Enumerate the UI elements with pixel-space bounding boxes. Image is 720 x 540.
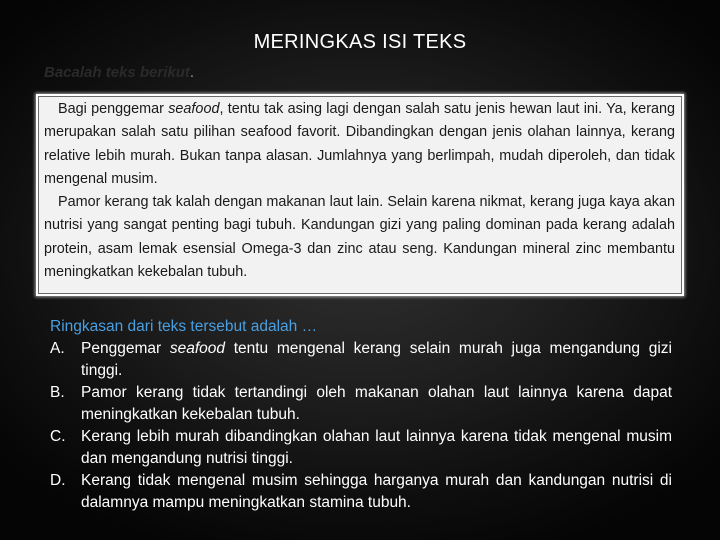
instruction-period: .	[189, 64, 195, 81]
option-text: Kerang tidak mengenal musim sehingga harganya murah dan kandungan nutrisi di dalamnya mampu meningkatkan stamina tubuh.	[81, 472, 672, 511]
option-a-italic: seafood	[169, 340, 225, 357]
option-text: Kerang lebih murah dibandingkan olahan laut lainnya karena tidak mengenal musim dan mengandung nutrisi tinggi.	[81, 428, 672, 467]
passage-p1-rest: , tentu tak asing lagi dengan salah satu jenis hewan laut ini. Ya, kerang merupakan salah satu pilihan seafood favorit. Dibandingkan dengan jenis olahan lainnya, kerang relative lebih murah. Bukan tanpa alasan. Jumlahnya yang berlimpah, mudah diperoleh, dan tidak mengenal musim.	[44, 101, 675, 187]
option-a[interactable]	[50, 338, 672, 382]
option-letter: D.	[50, 472, 66, 489]
option-c[interactable]	[50, 426, 672, 470]
question-prompt: Ringkasan dari teks tersebut adalah …	[50, 318, 318, 335]
passage-paragraph-2: Pamor kerang tak kalah dengan makanan laut lain. Selain karena nikmat, kerang juga kaya akan nutrisi yang sangat penting bagi tubuh. Kandungan gizi yang paling dominan pada kerang adalah protein, asam lemak esensial Omega-3 dan zinc atau seng. Kandungan mineral zinc membantu meningkatkan kekebalan tubuh.	[44, 194, 675, 281]
option-text: Pamor kerang tidak tertandingi oleh makanan olahan laut lainnya karena dapat meningkatkan kekebalan tubuh.	[81, 384, 672, 423]
passage-paragraph-1	[44, 98, 675, 191]
option-b[interactable]	[50, 382, 672, 426]
option-letter: B.	[50, 384, 65, 401]
option-d[interactable]	[50, 470, 672, 514]
instruction	[44, 64, 194, 81]
passage-p1-italic: seafood	[168, 101, 220, 117]
option-a-rest: tentu mengenal kerang selain murah juga mengandung gizi tinggi.	[81, 340, 672, 379]
reading-passage	[36, 94, 684, 296]
option-text	[81, 338, 672, 382]
passage-p1-start: Bagi penggemar	[58, 101, 169, 117]
slide-title: MERINGKAS ISI TEKS	[253, 31, 467, 53]
question-block	[50, 316, 672, 514]
option-letter: A.	[50, 340, 65, 357]
option-letter: C.	[50, 428, 66, 445]
instruction-text: Bacalah teks berikut	[44, 64, 190, 81]
option-a-start: Penggemar	[81, 340, 170, 357]
